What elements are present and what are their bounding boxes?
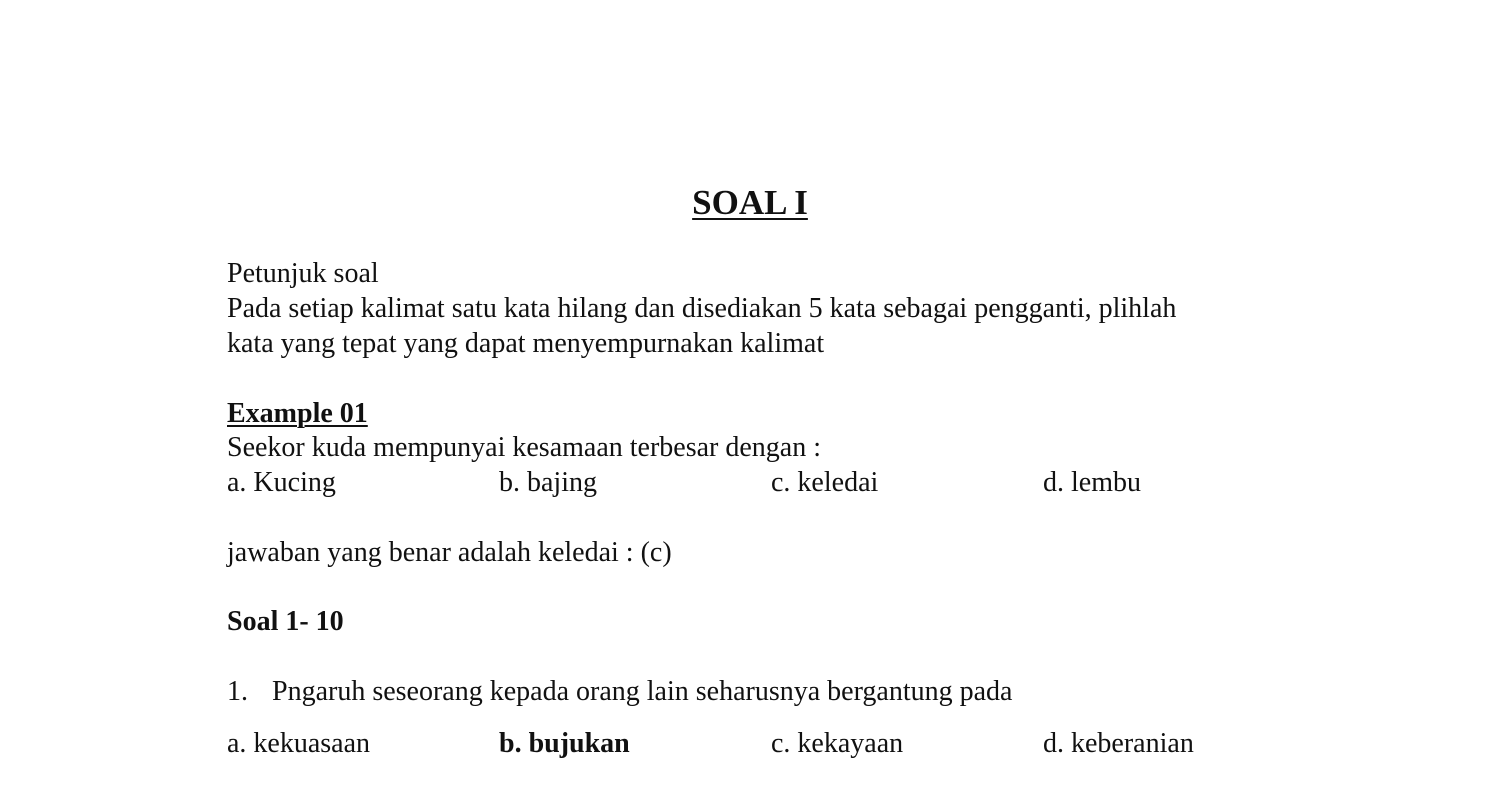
- example-heading: Example 01: [227, 398, 368, 429]
- example-option-c: c. keledai: [771, 467, 879, 498]
- question-1-number: 1.: [227, 676, 248, 707]
- example-option-d: d. lembu: [1043, 467, 1141, 498]
- question-1-option-c: c. kekayaan: [771, 728, 904, 759]
- question-1-option-d: d. keberanian: [1043, 728, 1194, 759]
- instruction-text-line-2: kata yang tepat yang dapat menyempurnakan kalimat: [227, 328, 825, 359]
- example-question: Seekor kuda mempunyai kesamaan terbesar dengan :: [227, 432, 822, 463]
- question-1-option-a: a. kekuasaan: [227, 728, 371, 759]
- instruction-text-line-1: Pada setiap kalimat satu kata hilang dan disediakan 5 kata sebagai pengganti, plihlah: [227, 293, 1177, 324]
- question-1: [227, 674, 1012, 710]
- section-heading: Soal 1- 10: [227, 606, 344, 637]
- example-option-a: a. Kucing: [227, 467, 336, 498]
- question-1-text: Pngaruh seseorang kepada orang lain seharusnya bergantung pada: [272, 676, 1013, 707]
- example-option-b: b. bajing: [499, 467, 597, 498]
- instruction-heading: Petunjuk soal: [227, 258, 379, 289]
- question-1-option-b-correct: b. bujukan: [499, 728, 630, 759]
- example-answer: jawaban yang benar adalah keledai : (c): [227, 537, 672, 568]
- document-title: SOAL I: [692, 183, 808, 222]
